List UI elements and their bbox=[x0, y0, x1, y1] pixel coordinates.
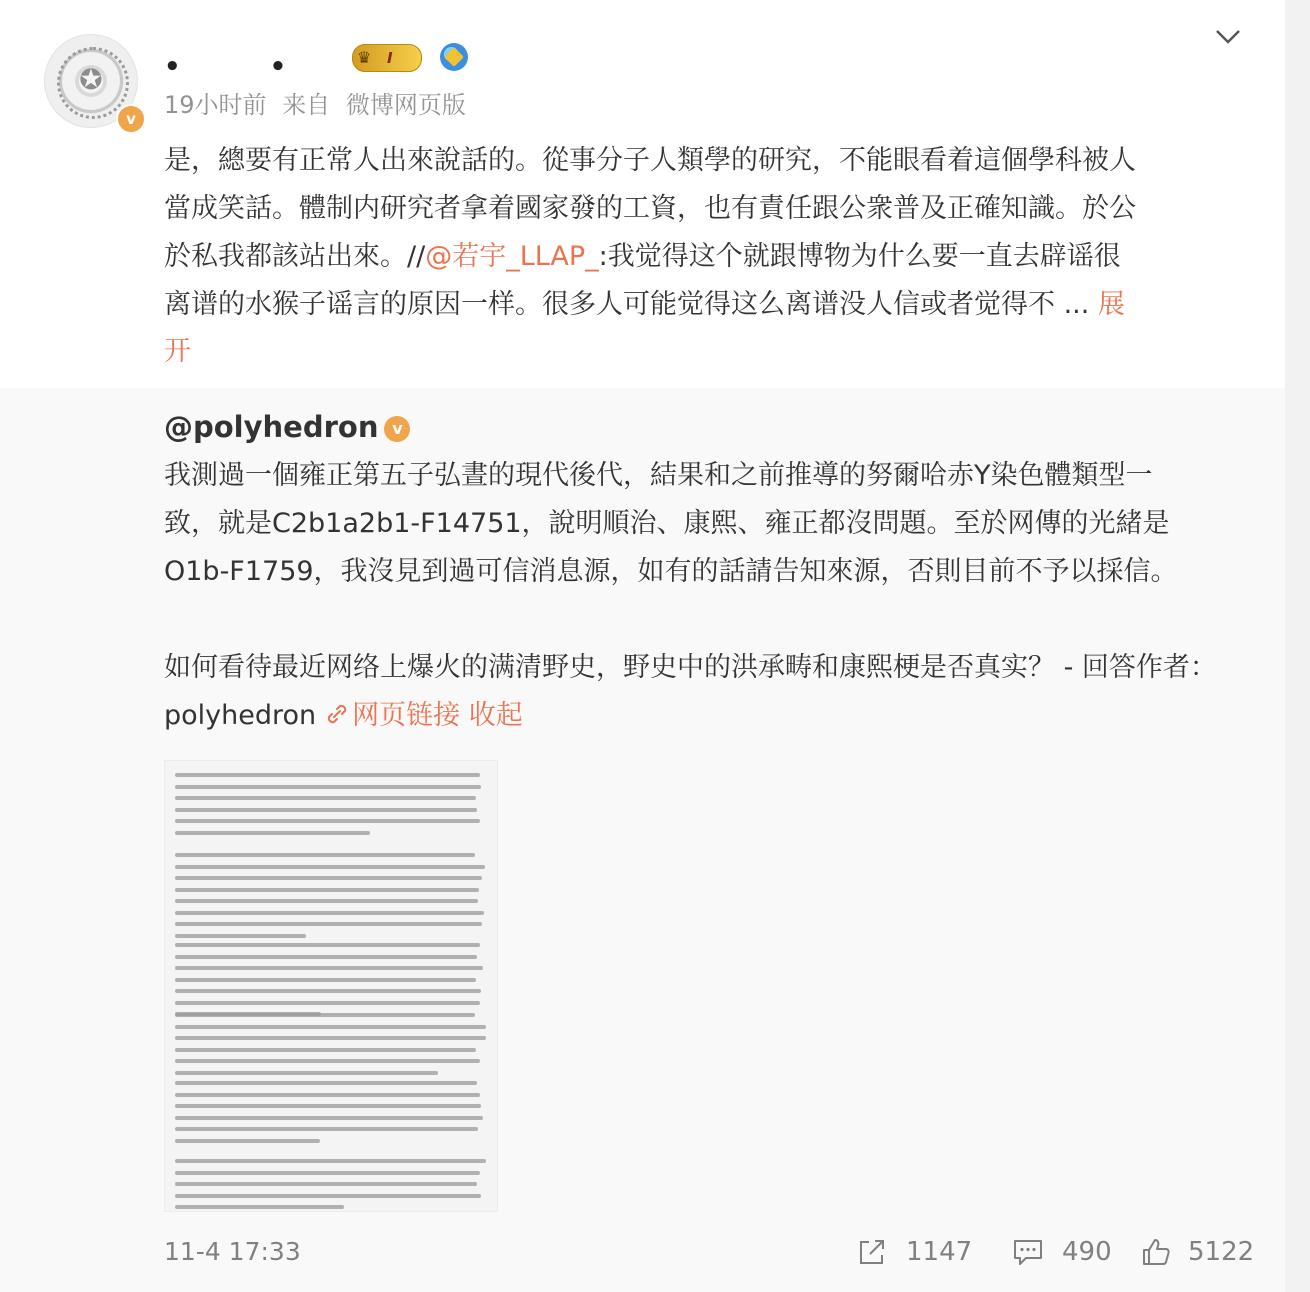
document-text-line bbox=[175, 1127, 478, 1131]
document-text-line bbox=[175, 966, 483, 970]
post-body-line-5 bbox=[164, 328, 191, 376]
like-count: 5122 bbox=[1188, 1237, 1255, 1267]
like-button[interactable] bbox=[1140, 1232, 1260, 1272]
post-time[interactable]: 19小时前 bbox=[164, 91, 267, 119]
user-level-label: I bbox=[387, 49, 393, 67]
document-text-line bbox=[175, 865, 485, 869]
mention-link[interactable]: @若宇_LLAP_ bbox=[425, 241, 599, 272]
like-icon bbox=[1140, 1236, 1172, 1268]
document-text-line bbox=[175, 1048, 476, 1052]
expand-link[interactable]: 展 bbox=[1097, 289, 1125, 320]
document-text-line bbox=[175, 989, 481, 993]
document-text-line bbox=[175, 1013, 475, 1017]
post-body-line-3-post: :我觉得这个就跟博物为什么要一直去辟谣很 bbox=[598, 241, 1121, 272]
document-text-line bbox=[175, 978, 476, 982]
document-text-line bbox=[175, 1059, 480, 1063]
expand-link-continued[interactable]: 开 bbox=[164, 336, 191, 367]
document-text-line bbox=[175, 1182, 477, 1186]
document-text-line bbox=[175, 1036, 486, 1040]
username[interactable]: • • bbox=[164, 52, 327, 82]
post-date: 11-4 17:33 bbox=[164, 1237, 301, 1266]
document-text-line bbox=[175, 831, 370, 835]
collapse-link[interactable]: 收起 bbox=[468, 700, 523, 731]
document-text-line bbox=[175, 796, 476, 800]
repost-answer-line bbox=[164, 692, 523, 740]
seal-star-icon: ✪ bbox=[79, 63, 103, 96]
post-body-line-3-pre: 於私我都該站出來。// bbox=[164, 241, 426, 272]
document-text-line bbox=[175, 853, 475, 857]
document-text-line bbox=[175, 1116, 483, 1120]
page-scroll-edge bbox=[1285, 0, 1310, 1292]
answer-author: polyhedron bbox=[164, 700, 317, 731]
document-text-line bbox=[175, 1071, 438, 1075]
repost-body-line-2: 致，就是C2b1a2b1-F14751，說明順治、康熙、雍正都沒問題。至於网傳的光緒是 bbox=[164, 508, 1170, 539]
comment-button[interactable] bbox=[1012, 1232, 1122, 1272]
chevron-down-icon[interactable] bbox=[1214, 22, 1242, 50]
document-text-line bbox=[175, 1093, 480, 1097]
document-text-line bbox=[175, 773, 480, 777]
document-text-line bbox=[175, 819, 480, 823]
post-body-line-4-text: 离谱的水猴子谣言的原因一样。很多人可能觉得这么离谱没人信或者觉得不 ... bbox=[164, 289, 1098, 320]
document-text-line bbox=[175, 955, 477, 959]
comment-count: 490 bbox=[1062, 1237, 1112, 1267]
document-text-line bbox=[175, 911, 484, 915]
post-body-line-1: 是，總要有正常人出來說話的。從事分子人類學的研究，不能眼看着這個學科被人 bbox=[164, 145, 1136, 176]
document-text-line bbox=[175, 888, 479, 892]
document-text-line bbox=[175, 1159, 486, 1163]
repost-question-line: 如何看待最近网络上爆火的满清野史，野史中的洪承畴和康熙梗是否真实？ - 回答作者： bbox=[164, 652, 1217, 683]
share-count: 1147 bbox=[906, 1237, 973, 1267]
document-text-line bbox=[175, 1001, 480, 1005]
share-icon bbox=[856, 1236, 888, 1268]
crown-icon: ♛ bbox=[357, 48, 372, 67]
document-text-line bbox=[175, 1205, 344, 1209]
repost-body-line-1: 我測過一個雍正第五子弘晝的現代後代，結果和之前推導的努爾哈赤Y染色體類型一 bbox=[164, 460, 1153, 491]
document-text-line bbox=[175, 876, 482, 880]
share-button[interactable] bbox=[856, 1232, 976, 1272]
document-text-line bbox=[175, 1139, 320, 1143]
document-text-line bbox=[175, 1194, 481, 1198]
document-text-line bbox=[175, 934, 306, 938]
post-body-line-4 bbox=[164, 281, 1125, 329]
post-from-label: 来自 bbox=[282, 91, 331, 119]
web-link[interactable]: 网页链接 bbox=[352, 700, 461, 731]
user-level-badge[interactable] bbox=[352, 44, 422, 72]
document-text-line bbox=[175, 808, 477, 812]
document-text-line bbox=[175, 922, 482, 926]
repost-author-link[interactable]: @polyhedron bbox=[164, 410, 379, 444]
verified-badge-icon: v bbox=[384, 416, 410, 442]
post-source: 微博网页版 bbox=[345, 91, 466, 119]
post-body-line-2: 當成笑話。體制内研究者拿着國家發的工資，也有責任跟公衆普及正確知識。於公 bbox=[164, 193, 1136, 224]
link-icon bbox=[324, 701, 350, 727]
document-text-line bbox=[175, 943, 480, 947]
repost-author bbox=[164, 404, 410, 450]
document-text-line bbox=[175, 899, 478, 903]
document-text-line bbox=[175, 1104, 481, 1108]
post-body-line-3 bbox=[164, 233, 1121, 281]
badge-inner-shape bbox=[444, 47, 464, 67]
document-text-line bbox=[175, 1081, 477, 1085]
verified-badge-icon: v bbox=[116, 104, 146, 134]
document-text-line bbox=[175, 1171, 480, 1175]
weibo-member-badge-icon[interactable] bbox=[440, 43, 468, 71]
document-text-line bbox=[175, 1025, 486, 1029]
document-text-line bbox=[175, 785, 481, 789]
post-meta bbox=[164, 88, 474, 122]
comment-icon bbox=[1012, 1236, 1044, 1268]
repost-body-line-3: O1b-F1759，我沒見到過可信消息源，如有的話請告知來源，否則目前不予以採信。 bbox=[164, 556, 1178, 587]
document-image-thumbnail[interactable] bbox=[164, 760, 498, 1212]
